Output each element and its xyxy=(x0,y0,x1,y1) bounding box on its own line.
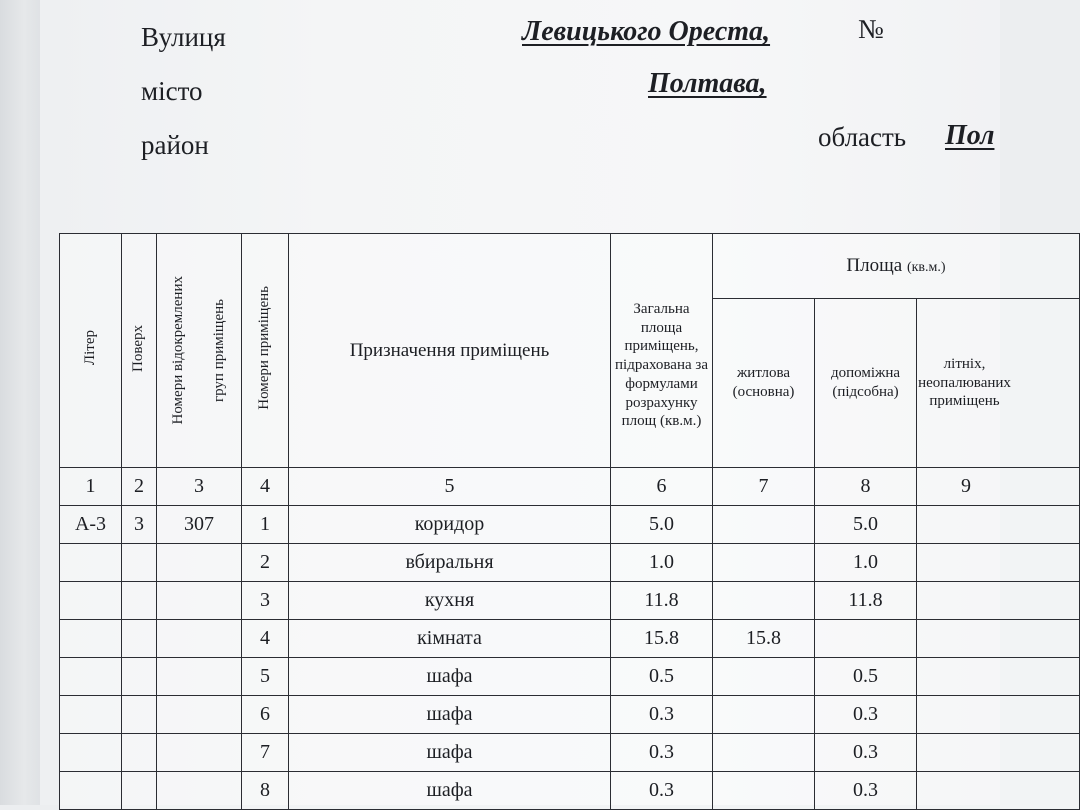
street-value: Левицького Ореста, xyxy=(522,16,771,47)
cell-summer xyxy=(917,658,1080,696)
cell-purpose: шафа xyxy=(289,772,611,810)
cell-living xyxy=(713,696,815,734)
cell-auxiliary: 0.3 xyxy=(815,696,917,734)
street-label: Вулиця xyxy=(141,22,226,52)
cell-room: 8 xyxy=(242,772,289,810)
premises-table xyxy=(59,233,1080,810)
cell-living xyxy=(713,772,815,810)
cell-summer xyxy=(917,544,1080,582)
header-rooms: Номери приміщень xyxy=(242,234,289,468)
col-num: 4 xyxy=(242,468,289,506)
cell-total: 1.0 xyxy=(611,544,713,582)
cell-purpose: кухня xyxy=(289,582,611,620)
cell-room: 4 xyxy=(242,620,289,658)
header-living: житлова (основна) xyxy=(713,299,815,467)
cell-purpose: коридор xyxy=(289,506,611,544)
header-summer: літніх, неопалюваних приміщень xyxy=(918,355,1011,410)
cell-auxiliary: 0.5 xyxy=(815,658,917,696)
header-purpose: Призначення приміщень xyxy=(289,234,611,468)
cell-room: 1 xyxy=(242,506,289,544)
col-num: 7 xyxy=(713,468,815,506)
cell-summer xyxy=(917,696,1080,734)
cell-auxiliary: 0.3 xyxy=(815,734,917,772)
cell-total: 0.5 xyxy=(611,658,713,696)
cell-auxiliary xyxy=(815,620,917,658)
cell-total: 0.3 xyxy=(611,734,713,772)
header-groups: Номери відокремлених груп приміщень xyxy=(157,234,242,468)
col-num: 1 xyxy=(60,468,122,506)
col-num: 6 xyxy=(611,468,713,506)
table-header-row xyxy=(60,234,1080,468)
table-row xyxy=(60,734,1080,772)
cell-group xyxy=(157,772,242,810)
cell-liter xyxy=(60,658,122,696)
cell-purpose: шафа xyxy=(289,734,611,772)
cell-group xyxy=(157,620,242,658)
area-units: (кв.м.) xyxy=(906,260,946,275)
table-row xyxy=(60,696,1080,734)
cell-group xyxy=(157,696,242,734)
cell-room: 3 xyxy=(242,582,289,620)
cell-group xyxy=(157,734,242,772)
cell-liter xyxy=(60,582,122,620)
cell-living xyxy=(713,506,815,544)
cell-group xyxy=(157,582,242,620)
cell-room: 2 xyxy=(242,544,289,582)
cell-purpose: шафа xyxy=(289,696,611,734)
cell-floor xyxy=(122,582,157,620)
area-group-title: Площа xyxy=(846,255,903,276)
table-row xyxy=(60,658,1080,696)
cell-floor xyxy=(122,696,157,734)
table-row xyxy=(60,772,1080,810)
cell-purpose: кімната xyxy=(289,620,611,658)
city-label: місто xyxy=(141,76,203,106)
table-row xyxy=(60,506,1080,544)
cell-total: 11.8 xyxy=(611,582,713,620)
cell-liter xyxy=(60,696,122,734)
number-label: № xyxy=(858,14,884,44)
cell-living xyxy=(713,658,815,696)
cell-purpose: вбиральня xyxy=(289,544,611,582)
cell-auxiliary: 5.0 xyxy=(815,506,917,544)
cell-floor xyxy=(122,658,157,696)
cell-floor: 3 xyxy=(122,506,157,544)
cell-floor xyxy=(122,734,157,772)
cell-floor xyxy=(122,620,157,658)
cell-living xyxy=(713,544,815,582)
cell-living xyxy=(713,582,815,620)
cell-floor xyxy=(122,544,157,582)
cell-room: 7 xyxy=(242,734,289,772)
header-auxiliary: допоміжна (підсобна) xyxy=(815,299,917,467)
cell-liter xyxy=(60,772,122,810)
cell-summer xyxy=(917,772,1080,810)
cell-auxiliary: 1.0 xyxy=(815,544,917,582)
table-row xyxy=(60,620,1080,658)
table-row xyxy=(60,544,1080,582)
col-num: 5 xyxy=(289,468,611,506)
cell-room: 6 xyxy=(242,696,289,734)
cell-liter xyxy=(60,620,122,658)
header-liter: Літер xyxy=(60,234,122,468)
column-number-row xyxy=(60,468,1080,506)
cell-living xyxy=(713,734,815,772)
header-area-group xyxy=(713,234,1080,468)
region-value: Пол xyxy=(945,120,995,151)
cell-group: 307 xyxy=(157,506,242,544)
cell-purpose: шафа xyxy=(289,658,611,696)
cell-group xyxy=(157,544,242,582)
district-label: район xyxy=(141,130,209,160)
col-num: 2 xyxy=(122,468,157,506)
cell-liter: А-3 xyxy=(60,506,122,544)
cell-auxiliary: 0.3 xyxy=(815,772,917,810)
cell-living: 15.8 xyxy=(713,620,815,658)
cell-summer xyxy=(917,620,1080,658)
cell-floor xyxy=(122,772,157,810)
header-floor: Поверх xyxy=(122,234,157,468)
cell-liter xyxy=(60,544,122,582)
region-label: область xyxy=(818,122,907,152)
cell-summer xyxy=(917,506,1080,544)
cell-auxiliary: 11.8 xyxy=(815,582,917,620)
cell-group xyxy=(157,658,242,696)
col-num: 9 xyxy=(917,468,1080,506)
cell-total: 0.3 xyxy=(611,696,713,734)
cell-total: 5.0 xyxy=(611,506,713,544)
header-total-area: Загальна площа приміщень, підрахована за формулами розрахунку площ (кв.м.) xyxy=(611,234,713,468)
page-fold-edge xyxy=(0,0,40,805)
col-num: 8 xyxy=(815,468,917,506)
cell-room: 5 xyxy=(242,658,289,696)
cell-liter xyxy=(60,734,122,772)
cell-summer xyxy=(917,582,1080,620)
cell-total: 15.8 xyxy=(611,620,713,658)
city-value: Полтава, xyxy=(648,68,767,99)
cell-total: 0.3 xyxy=(611,772,713,810)
col-num: 3 xyxy=(157,468,242,506)
cell-summer xyxy=(917,734,1080,772)
table-row xyxy=(60,582,1080,620)
